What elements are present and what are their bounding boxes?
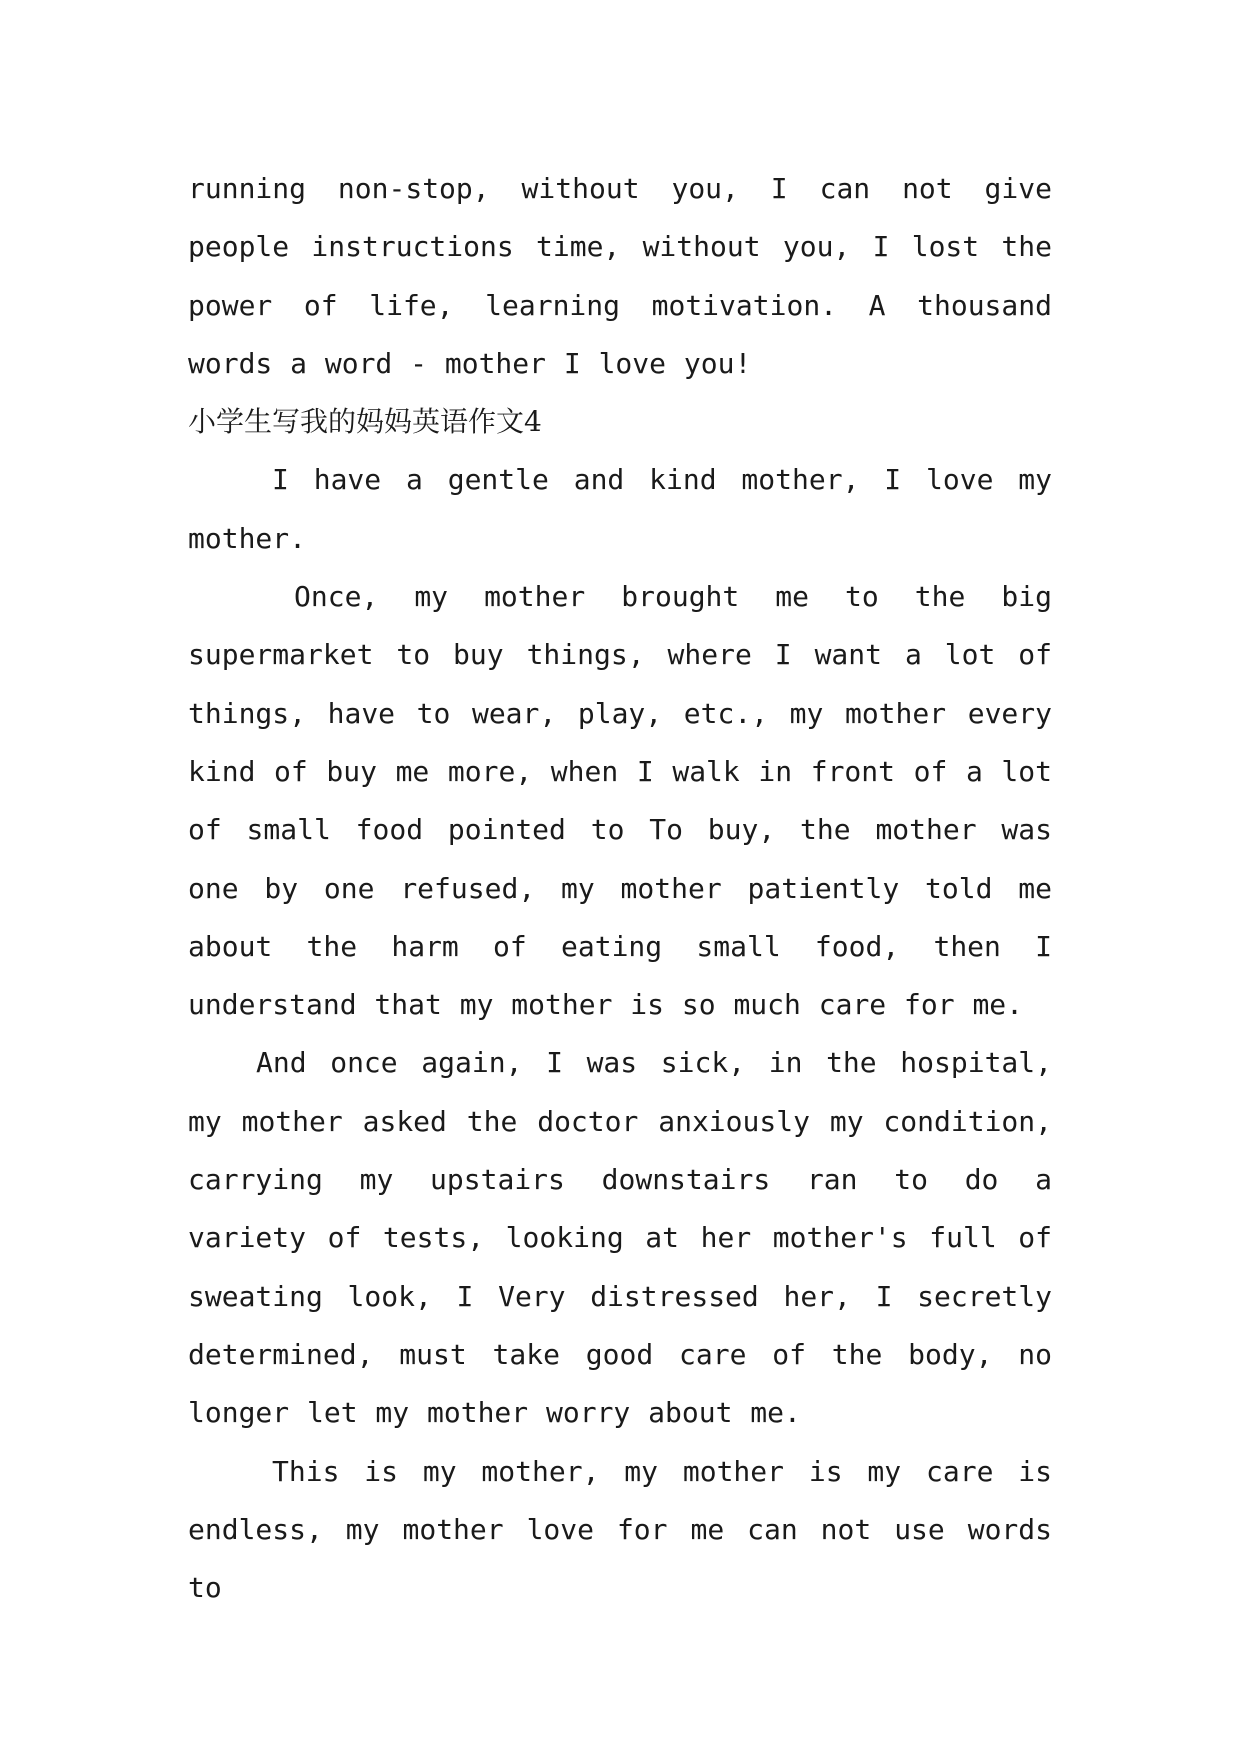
paragraph-hospital: And once again, I was sick, in the hospital, my mother asked the doctor anxiously my condition, carrying my upstairs downstairs ran to do a variety of tests, looking at her mother's full of sweating look, I Very distressed her, I secretly determined, must take good care of the body, no longer let my mother worry about me. [188,1046,1052,1430]
document-body [188,160,1052,1617]
paragraph-continuation: running non-stop, without you, I can not give people instructions time, without you, I lost the power of life, learning motivation. A thousand words a word - mother I love you! [188,172,1052,380]
paragraph-supermarket: Once, my mother brought me to the big supermarket to buy things, where I want a lot of things, have to wear, play, etc., my mother every kind of buy me more, when I walk in front of a lot of small food pointed to To buy, the mother was one by one refused, my mother patiently told me about the harm of eating small food, then I understand that my mother is so much care for me. [188,580,1052,1022]
section-heading: 小学生写我的妈妈英语作文4 [188,405,542,439]
paragraph-closing: This is my mother, my mother is my care is endless, my mother love for me can not use words to [188,1454,1052,1605]
paragraph-intro: I have a gentle and kind mother, I love my mother. [188,463,1052,555]
